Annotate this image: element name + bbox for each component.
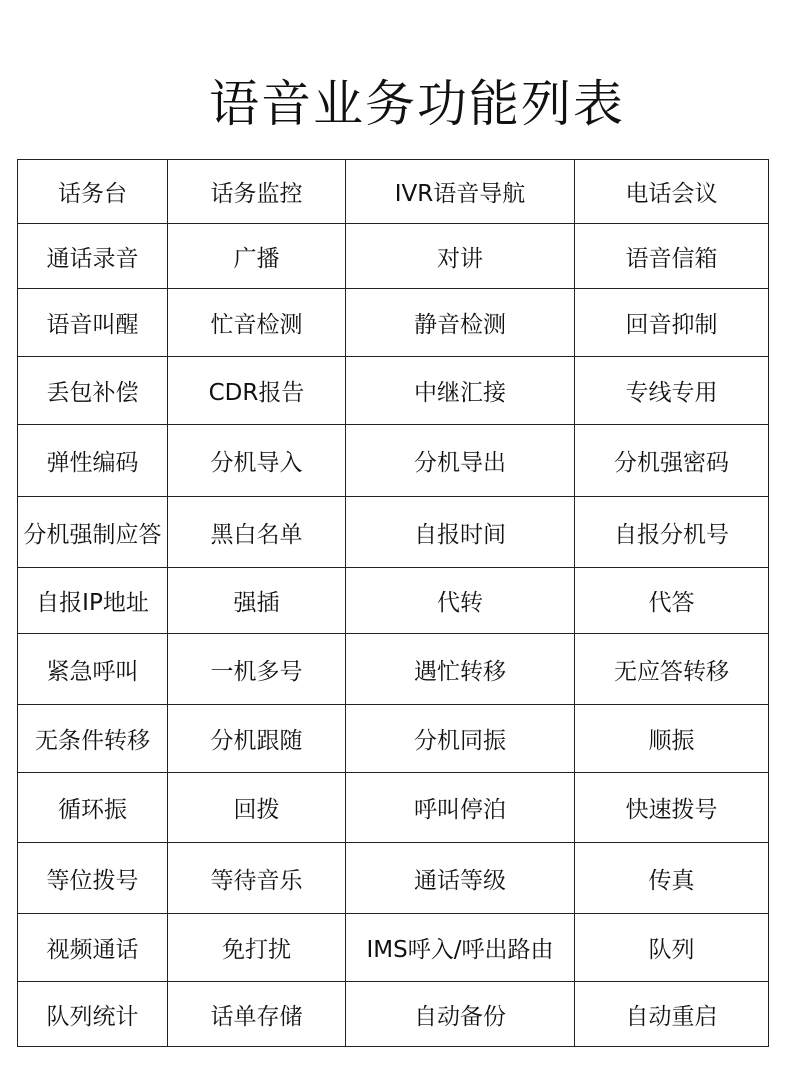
table-row [18,425,769,497]
table-cell: 无条件转移 [18,705,168,773]
table-row [18,357,769,425]
table-cell: 一机多号 [168,634,346,705]
table-cell: CDR报告 [168,357,346,425]
table-cell: 自报时间 [346,497,575,568]
table-cell: 通话等级 [346,843,575,914]
table-row [18,982,769,1047]
table-cell: 队列统计 [18,982,168,1047]
table-cell: 快速拨号 [575,773,769,843]
table-cell: 静音检测 [346,289,575,357]
table-cell: 弹性编码 [18,425,168,497]
table-cell: 自动备份 [346,982,575,1047]
table-cell: 等待音乐 [168,843,346,914]
table-cell: 自动重启 [575,982,769,1047]
table-cell: 等位拨号 [18,843,168,914]
table-row [18,568,769,634]
table-cell: 分机强密码 [575,425,769,497]
table-cell: 对讲 [346,224,575,289]
table-cell: 分机导出 [346,425,575,497]
table-cell: IMS呼入/呼出路由 [346,914,575,982]
table-cell: 话单存储 [168,982,346,1047]
table-cell: 自报IP地址 [18,568,168,634]
table-cell: 语音信箱 [575,224,769,289]
table-cell: 广播 [168,224,346,289]
table-cell: 话务监控 [168,160,346,224]
table-cell: 回音抑制 [575,289,769,357]
feature-table [17,159,769,1047]
table-cell: 分机导入 [168,425,346,497]
table-row [18,914,769,982]
table-cell: 无应答转移 [575,634,769,705]
table-cell: 语音叫醒 [18,289,168,357]
table-row [18,634,769,705]
table-cell: 专线专用 [575,357,769,425]
table-cell: 电话会议 [575,160,769,224]
table-cell: 呼叫停泊 [346,773,575,843]
table-row [18,497,769,568]
table-cell: 黑白名单 [168,497,346,568]
table-row [18,160,769,224]
table-cell: 通话录音 [18,224,168,289]
table-row [18,773,769,843]
table-cell: 队列 [575,914,769,982]
table-cell: 分机跟随 [168,705,346,773]
table-cell: 视频通话 [18,914,168,982]
table-cell: 代答 [575,568,769,634]
table-cell: 免打扰 [168,914,346,982]
table-row [18,224,769,289]
table-cell: 自报分机号 [575,497,769,568]
table-cell: 强插 [168,568,346,634]
table-cell: 代转 [346,568,575,634]
table-cell: 传真 [575,843,769,914]
table-cell: 中继汇接 [346,357,575,425]
page-title: 语音业务功能列表 [209,75,625,133]
feature-table-body [18,160,769,1047]
table-cell: 顺振 [575,705,769,773]
table-cell: IVR语音导航 [346,160,575,224]
table-cell: 遇忙转移 [346,634,575,705]
table-cell: 忙音检测 [168,289,346,357]
table-row [18,843,769,914]
table-cell: 分机强制应答 [18,497,168,568]
table-row [18,705,769,773]
table-cell: 分机同振 [346,705,575,773]
table-cell: 丢包补偿 [18,357,168,425]
table-cell: 回拨 [168,773,346,843]
table-cell: 紧急呼叫 [18,634,168,705]
table-row [18,289,769,357]
table-cell: 话务台 [18,160,168,224]
table-cell: 循环振 [18,773,168,843]
